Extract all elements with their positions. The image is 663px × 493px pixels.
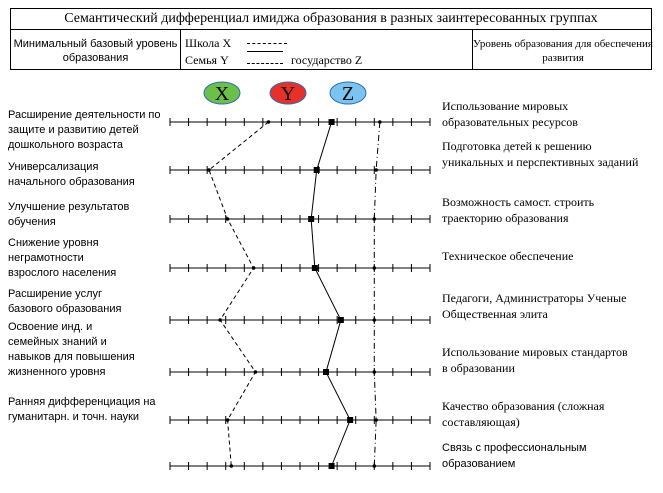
legend-left-pole: Минимальный базовый уровень образования bbox=[11, 30, 181, 69]
data-point-y bbox=[329, 119, 335, 125]
right-scale-label: Техническое обеспечение bbox=[442, 249, 574, 263]
data-point-y bbox=[347, 417, 353, 423]
data-point-y bbox=[314, 167, 320, 173]
data-point-z bbox=[372, 464, 376, 468]
group-letter-y: Y bbox=[280, 83, 296, 105]
right-scale-label: Педагоги, Администраторы Ученые Общественная элита bbox=[442, 291, 627, 321]
data-point-z bbox=[374, 168, 378, 172]
legend-state-label: государство Z bbox=[291, 53, 363, 67]
group-letter-z: Z bbox=[341, 83, 355, 105]
left-scale-label: Освоение инд. и семейных знаний и навыков для повышения жизненного уровня bbox=[8, 321, 135, 378]
right-scale-label: Использование мировых образовательных ресурсов bbox=[442, 99, 578, 129]
data-point-x bbox=[226, 217, 230, 221]
left-scale-label: Расширение услуг базового образования bbox=[8, 288, 122, 315]
legend-family-label: Семья Y bbox=[185, 53, 229, 67]
right-scale-label: Возможность самост. строить траекторию образования bbox=[442, 195, 595, 225]
series-line-x bbox=[209, 122, 268, 466]
data-point-x bbox=[267, 120, 271, 124]
data-point-y bbox=[312, 265, 318, 271]
left-scale-label: Ранняя дифференциация на гуманитарн. и точн. науки bbox=[8, 396, 156, 423]
left-scale-label: Улучшение результатов обучения bbox=[8, 201, 130, 228]
data-point-z bbox=[372, 217, 376, 221]
group-letter-x: X bbox=[214, 83, 230, 105]
data-point-x bbox=[254, 370, 258, 374]
left-scale-label: Расширение деятельности по защите и развитию детей дошкольного возраста bbox=[8, 109, 161, 151]
data-point-z bbox=[374, 418, 378, 422]
data-point-x bbox=[218, 318, 222, 322]
right-scale-label: Качество образования (сложная составляющая) bbox=[442, 399, 605, 429]
left-scale-label: Снижение уровня неграмотности взрослого населения bbox=[8, 237, 117, 279]
legend-school-label: Школа X bbox=[185, 36, 232, 50]
data-point-y bbox=[308, 216, 314, 222]
data-point-z bbox=[372, 370, 376, 374]
data-point-x bbox=[207, 168, 211, 172]
right-scale-label: Связь с профессиональным образованием bbox=[442, 442, 587, 470]
data-point-x bbox=[252, 266, 256, 270]
right-scale-label: Использование мировых стандартов в образовании bbox=[442, 345, 628, 375]
data-point-y bbox=[338, 317, 344, 323]
series-line-y bbox=[311, 122, 350, 466]
series-line-z bbox=[374, 122, 380, 466]
legend-right-pole: Уровень образования для обеспечения развития bbox=[473, 38, 653, 64]
data-point-z bbox=[372, 318, 376, 322]
diagram-title: Семантический дифференциал имиджа образования в разных заинтересованных группах bbox=[10, 8, 652, 30]
data-point-x bbox=[226, 418, 230, 422]
data-point-x bbox=[229, 464, 233, 468]
right-scale-label: Подготовка детей к решению уникальных и перспективных заданий bbox=[442, 139, 639, 169]
left-scale-label: Универсализация начального образования bbox=[8, 161, 135, 188]
data-point-y bbox=[323, 369, 329, 375]
data-point-z bbox=[372, 266, 376, 270]
data-point-z bbox=[378, 120, 382, 124]
data-point-y bbox=[329, 463, 335, 469]
